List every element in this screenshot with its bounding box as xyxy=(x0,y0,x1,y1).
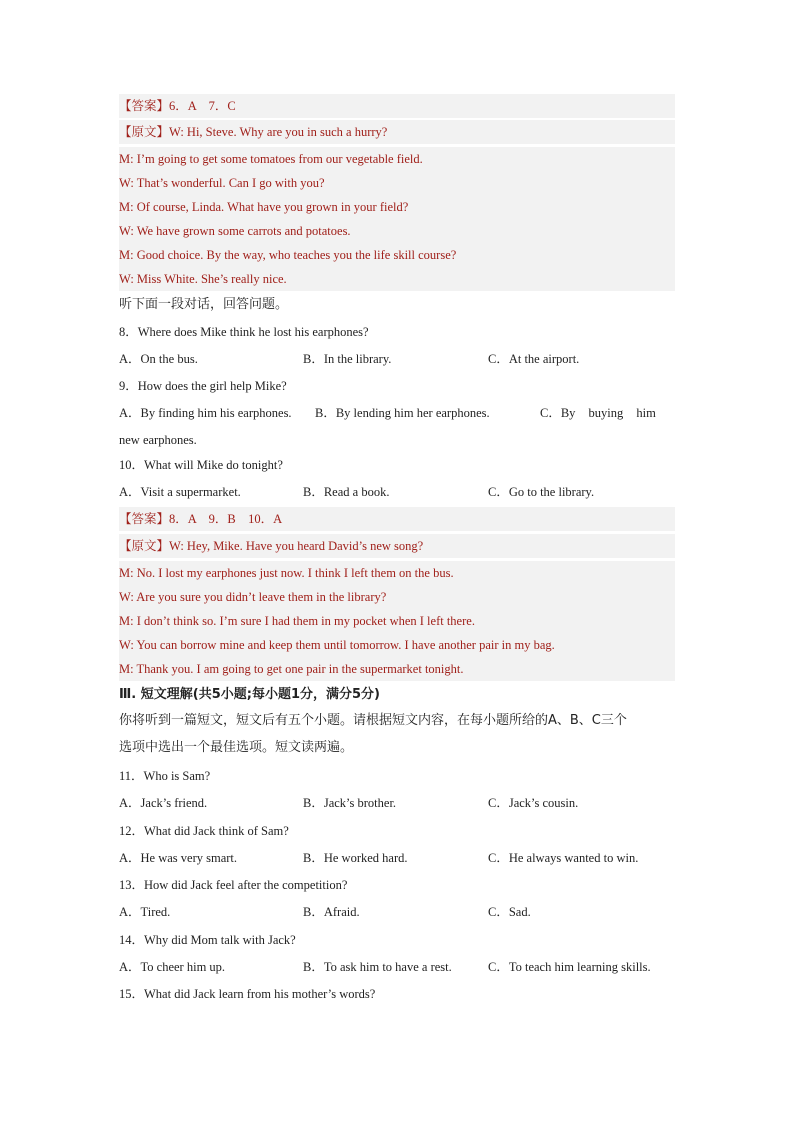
script-line: M: I’m going to get some tomatoes from our vegetable field. xyxy=(119,147,675,171)
q12-option-b: B．He worked hard. xyxy=(303,851,408,865)
q14-option-c: C．To teach him learning skills. xyxy=(488,960,651,974)
q9-option-c: C．By buying him xyxy=(540,406,656,420)
script-line: M: Of course, Linda. What have you grown in your field? xyxy=(119,195,675,219)
script-line: M: Good choice. By the way, who teaches you the life skill course? xyxy=(119,243,675,267)
q9-option-b: B．By lending him her earphones. xyxy=(315,406,490,420)
answer-line-6-7: 【答案】6．A 7．C xyxy=(119,94,675,118)
q11-option-b: B．Jack’s brother. xyxy=(303,796,397,810)
q11-option-a: A．Jack’s friend. xyxy=(119,796,208,810)
answer-line-8-10: 【答案】8．A 9．B 10．A xyxy=(119,507,675,531)
q10-option-a: A．Visit a supermarket. xyxy=(119,485,241,499)
q14-option-b: B．To ask him to have a rest. xyxy=(303,960,452,974)
script-line: 【原文】W: Hi, Steve. Why are you in such a hurry? xyxy=(119,120,675,144)
script-line: W: Miss White. She’s really nice. xyxy=(119,267,675,291)
q10-option-b: B．Read a book. xyxy=(303,485,390,499)
q13-option-a: A．Tired. xyxy=(119,905,171,919)
section-3-instruction: 你将听到一篇短文，短文后有五个小题。请根据短文内容，在每小题所给的A、B、C三个 xyxy=(119,713,627,728)
instruction-text: 听下面一段对话，回答问题。 xyxy=(119,297,289,312)
q8-option-b: B．In the library. xyxy=(303,352,392,366)
q8-option-c: C．At the airport. xyxy=(488,352,580,366)
script-line: W: We have grown some carrots and potatoes. xyxy=(119,219,675,243)
q12-option-a: A．He was very smart. xyxy=(119,851,238,865)
script-line: M: Thank you. I am going to get one pair in the supermarket tonight. xyxy=(119,657,675,681)
question-15: 15．What did Jack learn from his mother’s words? xyxy=(119,987,376,1001)
script-line: W: That’s wonderful. Can I go with you? xyxy=(119,171,675,195)
question-9: 9．How does the girl help Mike? xyxy=(119,379,287,393)
question-11: 11．Who is Sam? xyxy=(119,769,211,783)
script-line: W: Are you sure you didn’t leave them in the library? xyxy=(119,585,675,609)
script-line: W: You can borrow mine and keep them until tomorrow. I have another pair in my bag. xyxy=(119,633,675,657)
q10-option-c: C．Go to the library. xyxy=(488,485,595,499)
question-13: 13．How did Jack feel after the competition? xyxy=(119,878,348,892)
q14-option-a: A．To cheer him up. xyxy=(119,960,226,974)
script-line: M: No. I lost my earphones just now. I think I left them on the bus. xyxy=(119,561,675,585)
q9-option-a: A．By finding him his earphones. xyxy=(119,406,292,420)
question-10: 10．What will Mike do tonight? xyxy=(119,458,283,472)
q13-option-c: C．Sad. xyxy=(488,905,531,919)
q9-option-c-continued: new earphones. xyxy=(119,433,197,447)
question-8: 8．Where does Mike think he lost his earphones? xyxy=(119,325,369,339)
section-3-heading: Ⅲ. 短文理解(共5小题;每小题1分，满分5分) xyxy=(119,687,380,702)
q13-option-b: B．Afraid. xyxy=(303,905,360,919)
script-line: 【原文】W: Hey, Mike. Have you heard David’s new song? xyxy=(119,534,675,558)
q12-option-c: C．He always wanted to win. xyxy=(488,851,639,865)
script-line: M: I don’t think so. I’m sure I had them in my pocket when I left there. xyxy=(119,609,675,633)
q8-option-a: A．On the bus. xyxy=(119,352,198,366)
q11-option-c: C．Jack’s cousin. xyxy=(488,796,579,810)
section-3-instruction: 选项中选出一个最佳选项。短文读两遍。 xyxy=(119,740,354,755)
question-14: 14．Why did Mom talk with Jack? xyxy=(119,933,296,947)
question-12: 12．What did Jack think of Sam? xyxy=(119,824,289,838)
